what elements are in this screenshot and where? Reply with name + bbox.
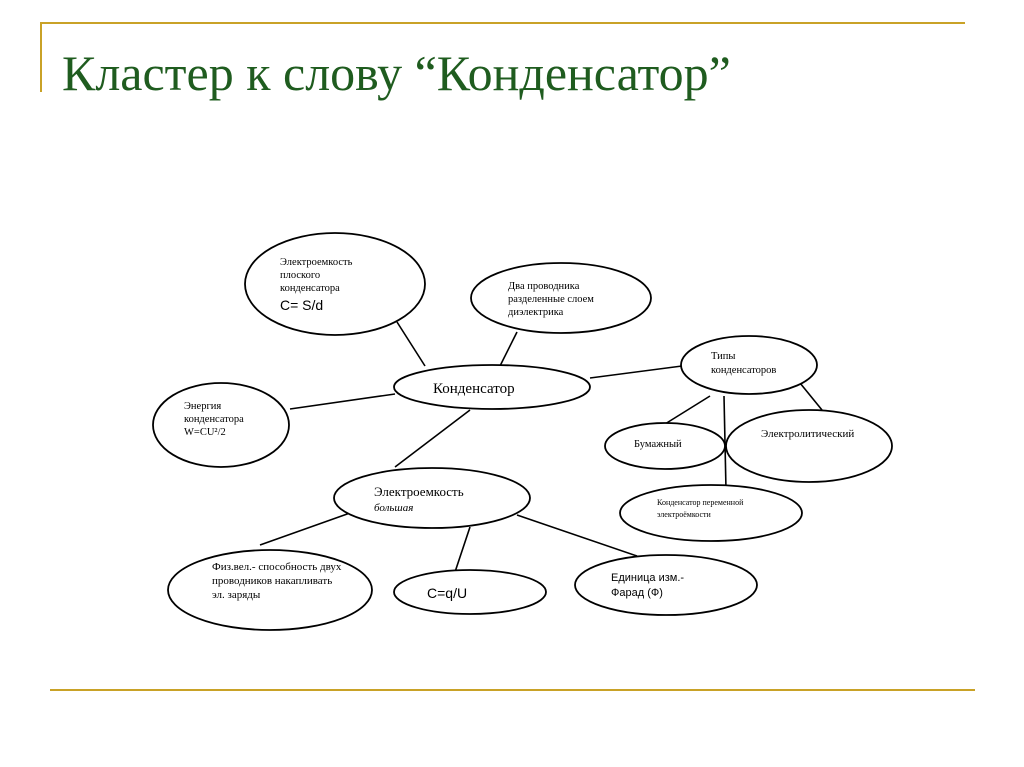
types-line1: Типы (711, 351, 736, 362)
energy-line3: W=CU²/2 (184, 427, 226, 438)
types-line2: конденсаторов (711, 365, 777, 376)
line-energy (290, 394, 395, 409)
line-electrolytic (800, 383, 822, 410)
line-capacitance-big (395, 410, 470, 467)
unit-line1: Единица изм.- (611, 572, 685, 584)
capacitance-flat-line3: конденсатора (280, 283, 340, 294)
line-types (590, 366, 682, 378)
variable-line2: электроёмкости (657, 510, 711, 519)
formula-label: C=q/U (427, 585, 468, 601)
capacitance-flat-line1: Электроемкость (280, 257, 353, 268)
node-unit (575, 555, 757, 615)
node-variable (620, 485, 802, 541)
line-formula (455, 527, 470, 572)
unit-line2: Фарад (Ф) (611, 587, 663, 599)
definition-line3: эл. заряды (212, 589, 261, 601)
line-two-conductors (500, 332, 517, 366)
two-conductors-line1: Два проводника (508, 281, 580, 292)
paper-label: Бумажный (634, 439, 682, 450)
two-conductors-line2: разделенные слоем (508, 294, 594, 305)
capacitance-big-line2: большая (374, 502, 414, 514)
capacitance-flat-line2: плоского (280, 270, 321, 281)
capacitance-big-line1: Электроемкость (374, 484, 464, 499)
definition-line2: проводников накапливать (212, 575, 333, 587)
node-formula (394, 570, 546, 614)
capacitance-flat-formula: C= S/d (280, 297, 324, 313)
line-unit (517, 515, 637, 556)
center-label: Конденсатор (433, 381, 515, 397)
variable-line1: Конденсатор переменной (657, 498, 744, 507)
line-capacitance-flat (397, 322, 425, 366)
node-energy (153, 383, 289, 467)
line-definition (260, 513, 350, 545)
energy-line2: конденсатора (184, 414, 244, 425)
node-electrolytic (726, 410, 892, 482)
slide-title: Кластер к слову “Конденсатор” (62, 45, 731, 101)
two-conductors-line3: диэлектрика (508, 307, 564, 318)
energy-line1: Энергия (184, 401, 222, 412)
definition-line1: Физ.вел.- способность двух (212, 561, 342, 573)
electrolytic-label: Электролитический (761, 428, 855, 440)
line-paper (665, 396, 710, 424)
